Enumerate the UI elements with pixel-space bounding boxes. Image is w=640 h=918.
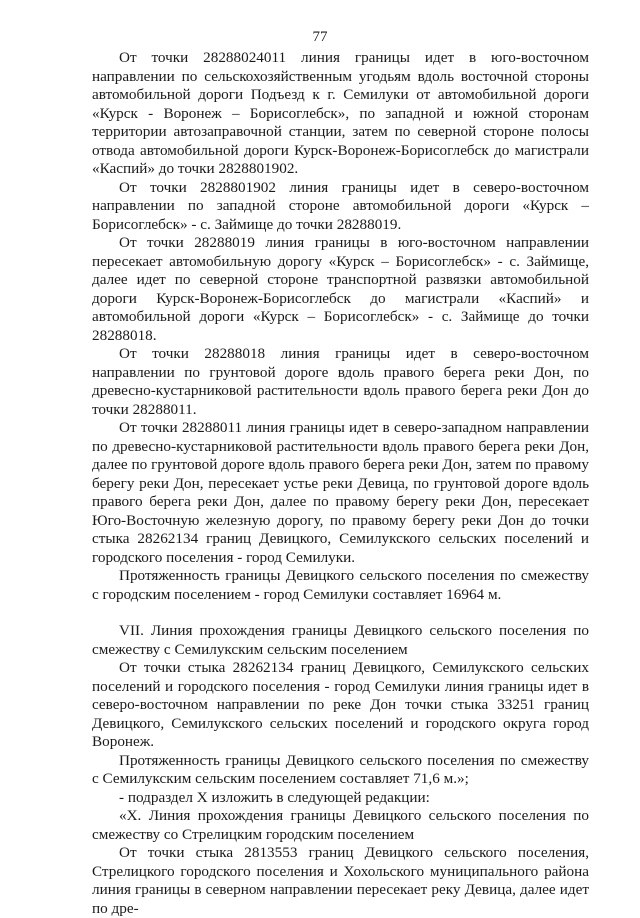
paragraph-6: Протяженность границы Девицкого сельского поселения по смежеству с городским поселением - город Семилуки составляет 16964 м. (92, 567, 589, 603)
paragraph-4: От точки 28288018 линия границы идет в северо-восточном направлении по грунтовой дороге вдоль правого берега реки Дон, по древесно-кустарниковой растительности вдоль правого берега реки Дон до точки 28288011. (92, 345, 589, 418)
page-number: 77 (312, 29, 328, 45)
paragraph-2: От точки 2828801902 линия границы идет в северо-восточном направлении по западной стороне автомобильной дороги «Курск – Борисоглебск» - с. Займище до точки 28288019. (92, 178, 589, 233)
paragraph-10: От точки стыка 2813553 границ Девицкого сельского поселения, Стрелицкого городского поселения и Хохольского муниципального района линия границы в северном направлении пересекает реку Девица, далее идет по дре- (92, 844, 589, 917)
section-heading-vii: VII. Линия прохождения границы Девицкого сельского поселения по смежеству с Семилукским сельским поселением (92, 622, 589, 658)
paragraph-5: От точки 28288011 линия границы идет в северо-западном направлении по древесно-кустарниковой растительности вдоль правого берега реки Дон, далее по грунтовой дороге вдоль правого берега реки Дон, затем по правому берегу реки Дон, пересекает устье реки Девица, по грунтовой дороге вдоль правого берега реки Дон, далее по правому берегу реки Дон, пересекает Юго-Восточную железную дорогу, по правому берегу реки Дон до точки стыка 28262134 границ Девицкого, Семилукского сельских поселений и городского поселения - город Семилуки. (92, 419, 589, 566)
paragraph-9: - подраздел X изложить в следующей редакции: (119, 788, 430, 806)
document-body (92, 49, 589, 918)
paragraph-8: Протяженность границы Девицкого сельского поселения по смежеству с Семилукским сельским поселением составляет 71,6 м.»; (92, 751, 589, 787)
section-gap (92, 604, 589, 622)
paragraph-1: От точки 28288024011 линия границы идет в юго-восточном направлении по сельскохозяйственным угодьям вдоль восточной стороны автомобильной дороги Подъезд к г. Семилуки от автомобильной дороги «Курск - Воронеж – Борисоглебск», по западной и южной сторонам территории автозаправочной станции, затем по северной стороне полосы отвода автомобильной дороги Курск-Воронеж-Борисоглебск до магистрали «Каспий» до точки 2828801902. (92, 49, 589, 177)
paragraph-7: От точки стыка 28262134 границ Девицкого, Семилукского сельских поселений и городского поселения - город Семилуки линия границы идет в северо-восточном направлении по реке Дон точки стыка 33251 границ Девицкого, Семилукского сельских поселений и городского округа город Воронеж. (92, 659, 589, 750)
paragraph-3: От точки 28288019 линия границы в юго-восточном направлении пересекает автомобильную дорогу «Курск – Борисоглебск» - с. Займище, далее идет по северной стороне транспортной развязки автомобильной дороги Курск-Воронеж-Борисоглебск до магистрали «Каспий» и автомобильной дороги «Курск – Борисоглебск» - с. Займище до точки 28288018. (92, 234, 589, 344)
section-heading-x: «X. Линия прохождения границы Девицкого сельского поселения по смежеству со Стрелицким городским поселением (92, 807, 589, 843)
